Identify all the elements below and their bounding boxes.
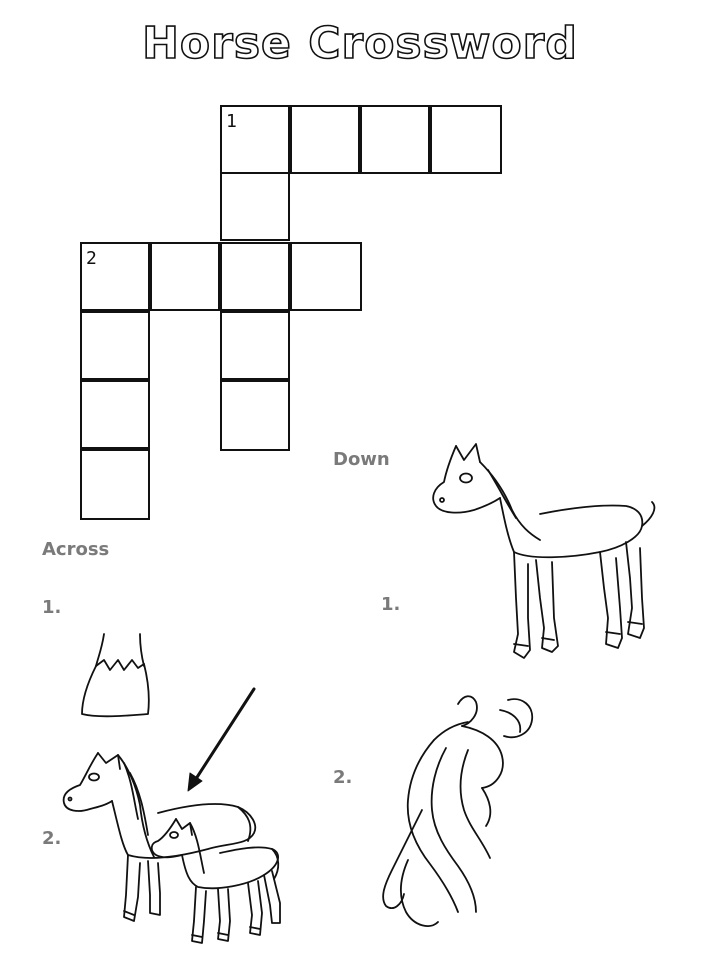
across-clue-1-number: 1. [42, 597, 62, 618]
hoof-icon [78, 630, 158, 725]
across-clue-2-number: 2. [42, 828, 62, 849]
down-heading: Down [333, 449, 390, 470]
grid-cell[interactable] [220, 242, 290, 311]
down-clue-1-number: 1. [381, 594, 401, 615]
mane-icon [372, 690, 552, 935]
grid-cell[interactable] [80, 449, 150, 520]
down-clue-2-number: 2. [333, 767, 353, 788]
horse-icon [430, 438, 665, 673]
grid-cell[interactable] [290, 242, 362, 311]
grid-cell[interactable] [80, 380, 150, 449]
grid-cell[interactable] [80, 242, 150, 311]
grid-cell[interactable] [80, 311, 150, 380]
grid-cell[interactable] [360, 105, 430, 174]
grid-cell[interactable] [430, 105, 502, 174]
page-title: Horse Crossword [142, 18, 578, 69]
grid-cell[interactable] [220, 311, 290, 380]
grid-cell[interactable] [220, 172, 290, 241]
grid-cell[interactable] [220, 105, 290, 174]
cell-number: 1 [226, 111, 237, 132]
horse-and-foal-icon [58, 745, 288, 950]
grid-cell[interactable] [220, 380, 290, 451]
cell-number: 2 [86, 248, 97, 269]
grid-cell[interactable] [290, 105, 360, 174]
grid-cell[interactable] [150, 242, 220, 311]
across-heading: Across [42, 539, 110, 560]
